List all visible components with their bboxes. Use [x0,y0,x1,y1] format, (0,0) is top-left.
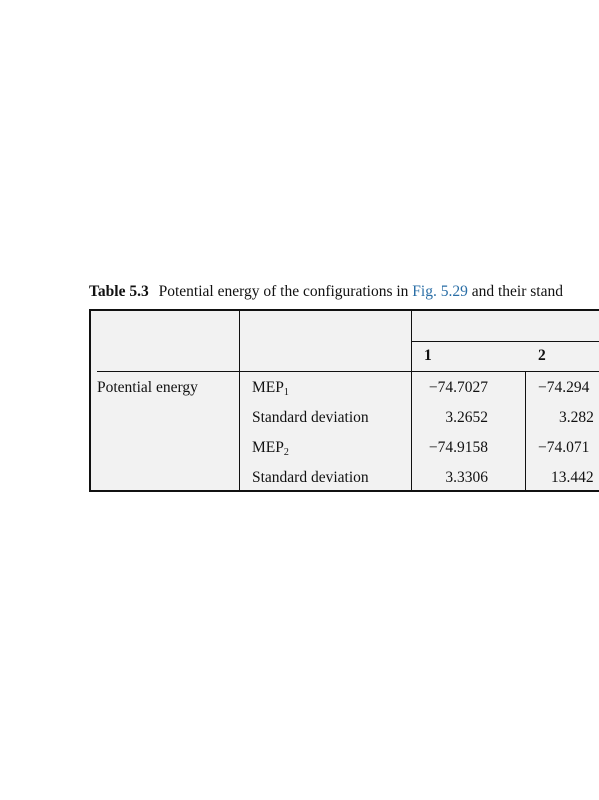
table-cell: −74.071 [538,439,590,456]
table-cell: 3.2652 [445,409,488,426]
column-divider [525,371,526,490]
column-header-2: 2 [538,347,546,364]
table-cell: 3.3306 [445,469,488,486]
caption-text-continued: and their stand [471,283,563,300]
row-label-subscript: 1 [283,387,289,398]
table-cell: −74.9158 [428,439,488,456]
figure-link[interactable]: Fig. 5.29 [412,283,468,300]
row-label-text: MEP [252,379,284,396]
header-spanner-rule [411,341,599,342]
row-label-std-dev: Standard deviation [252,469,369,486]
table-cell: 13.442 [551,469,594,486]
data-table [89,309,599,492]
row-label-mep1 [252,379,289,397]
table-label: Table 5.3 [89,283,149,300]
table-caption [89,283,563,301]
column-divider [239,311,240,490]
header-rule [97,371,599,372]
row-label-std-dev: Standard deviation [252,409,369,426]
row-group-header: Potential energy [97,379,198,396]
caption-text: Potential energy of the configurations in [158,283,409,300]
table-cell: 3.282 [559,409,594,426]
row-label-mep2 [252,439,289,457]
column-divider [411,311,412,490]
table-cell: −74.7027 [428,379,488,396]
column-header-1: 1 [424,347,432,364]
row-label-subscript: 2 [283,447,289,458]
table-cell: −74.294 [538,379,590,396]
row-label-text: MEP [252,439,284,456]
